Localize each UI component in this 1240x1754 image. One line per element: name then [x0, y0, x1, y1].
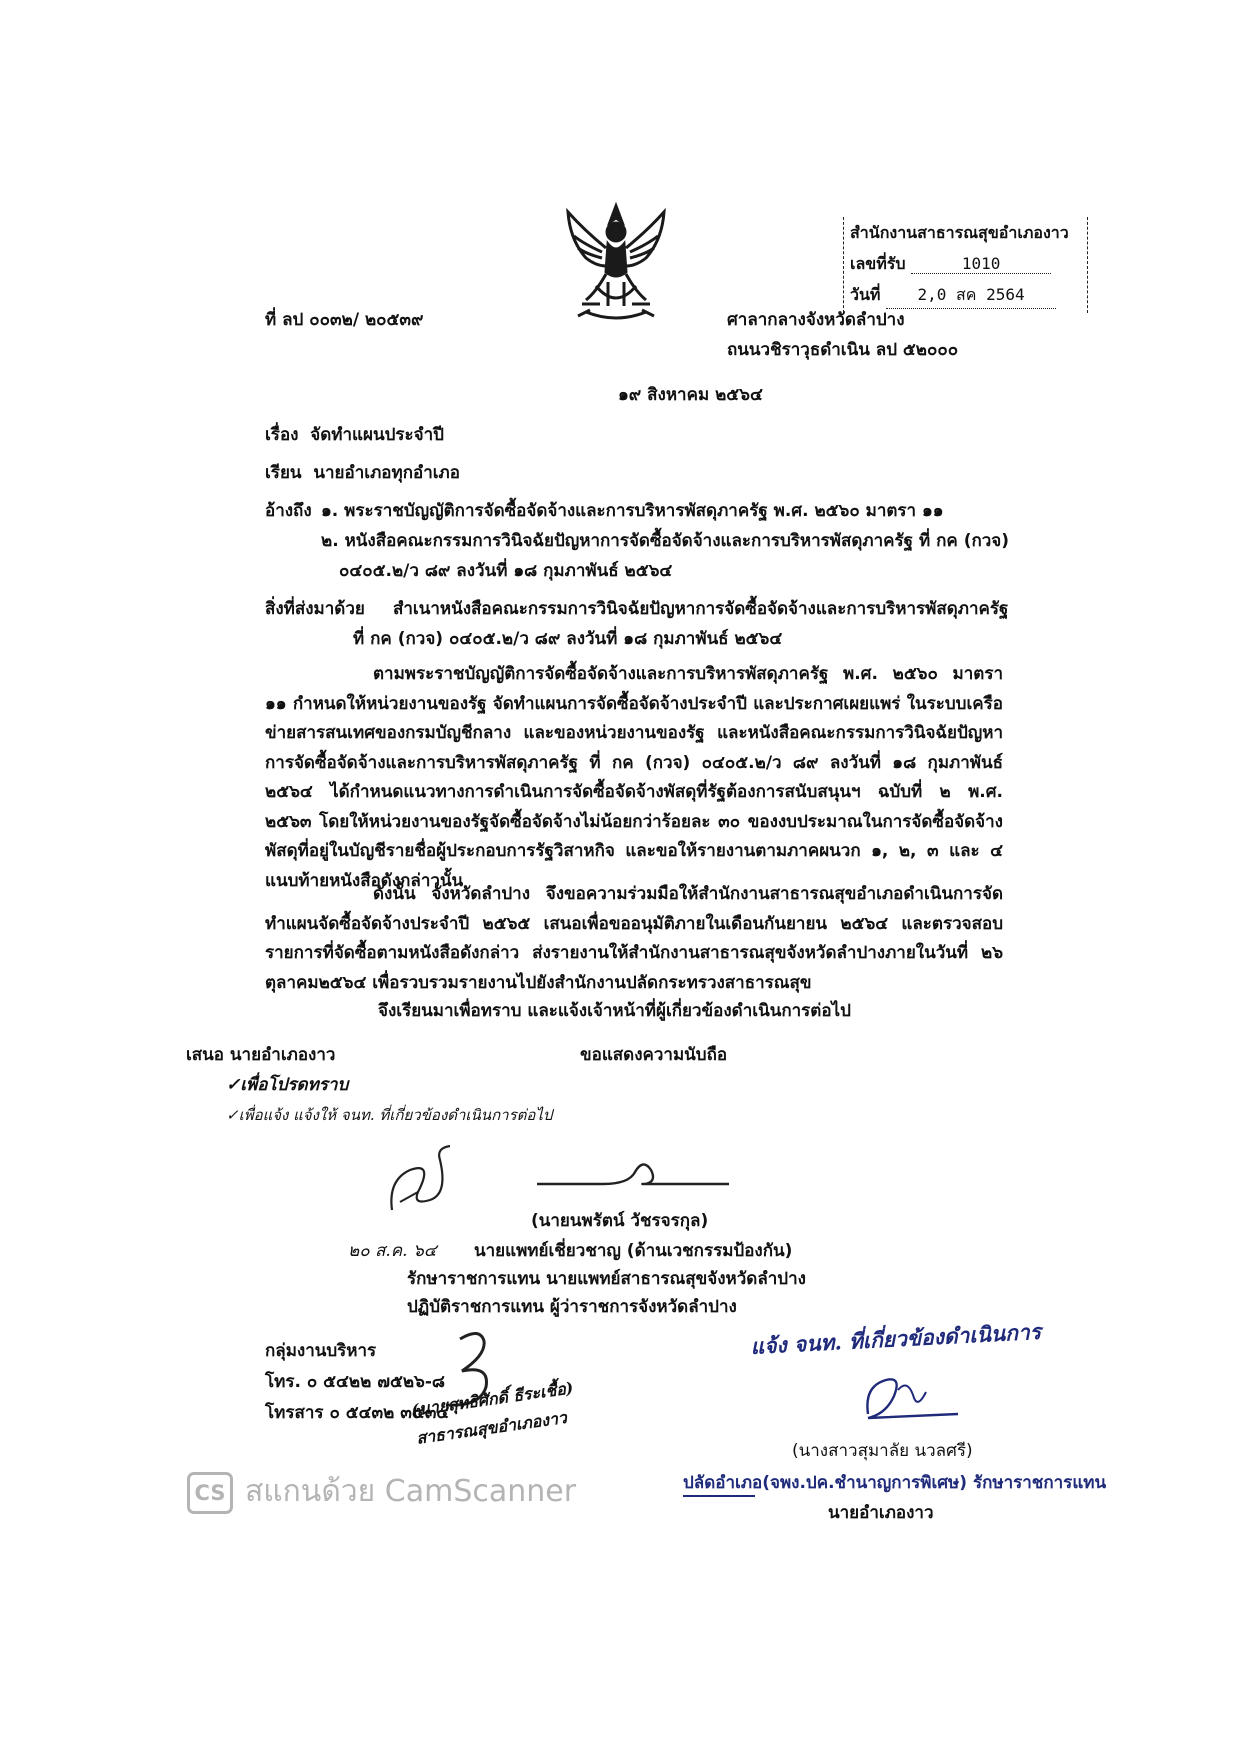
reference-2b: ๐๔๐๕.๒/ว ๘๙ ลงวันที่ ๑๘ กุมภาพันธ์ ๒๕๖๔ — [339, 561, 673, 581]
sender-address-line1: ศาลากลางจังหวัดลำปาง — [727, 310, 905, 330]
signer-name: (นายนพรัตน์ วัชรจรกุล) — [531, 1211, 709, 1231]
margin-note-item1: ✓เพื่อโปรดทราบ — [226, 1075, 349, 1095]
enclosure-a: สำเนาหนังสือคณะกรรมการวินิจฉัยปัญหาการจัดซื้อจัดจ้างและการบริหารพัสดุภาครัฐ — [393, 599, 1009, 619]
stamp-office: สำนักงานสาธารณสุขอำเภองาว — [850, 223, 1069, 242]
title-underline — [683, 1495, 755, 1497]
district-handwritten-note: แจ้ง จนท. ที่เกี่ยวข้องดำเนินการ — [749, 1318, 1042, 1359]
stamp-date-label: วันที่ — [850, 285, 881, 304]
stamp-recv-label: เลขที่รับ — [850, 254, 906, 273]
reference-label: อ้างถึง — [265, 501, 312, 521]
margin-note-to: เสนอ นายอำเภองาว — [186, 1045, 336, 1065]
body-paragraph-3: จึงเรียนมาเพื่อทราบ และแจ้งเจ้าหน้าที่ผู้เกี่ยวข้องดำเนินการต่อไป — [378, 1001, 851, 1021]
contact-department: กลุ่มงานบริหาร — [265, 1341, 377, 1361]
district-officer-title-2: นายอำเภองาว — [828, 1503, 934, 1523]
district-officer-name: (นางสาวสุมาลัย นวลศรี) — [792, 1441, 973, 1461]
camscanner-logo-icon: CS — [187, 1472, 233, 1514]
handwritten-initials-signature-icon — [380, 1140, 460, 1220]
margin-note-item2: ✓เพื่อแจ้ง แจ้งให้ จนท. ที่เกี่ยวข้องดำเนินการต่อไป — [226, 1106, 553, 1124]
district-health-officer-title: สาธารณสุขอำเภองาว — [415, 1407, 568, 1448]
addressee-row — [265, 462, 460, 484]
enclosure-b: ที่ กค (กวจ) ๐๔๐๕.๒/ว ๘๙ ลงวันที่ ๑๘ กุมภาพันธ์ ๒๕๖๔ — [353, 629, 783, 649]
camscanner-watermark — [187, 1468, 576, 1515]
receipt-stamp — [843, 217, 1088, 313]
contact-fax: โทรสาร ๐ ๕๔๓๒ ๓๕๓๔ — [265, 1403, 450, 1423]
stamp-date-value: 2,0 สค 2564 — [886, 283, 1056, 309]
camscanner-text: สแกนด้วย CamScanner — [245, 1474, 577, 1509]
handwritten-date: ๒๐ ส.ค. ๖๔ — [348, 1241, 437, 1261]
reference-2a: ๒. หนังสือคณะกรรมการวินิจฉัยปัญหาการจัดซื้อจัดจ้างและการบริหารพัสดุภาครัฐ ที่ กค (กวจ) — [321, 531, 1010, 551]
subject-label: เรื่อง — [265, 425, 299, 445]
garuda-emblem-icon — [556, 200, 676, 330]
doc-date: ๑๙ สิงหาคม ๒๕๖๔ — [618, 385, 763, 405]
official-signature-icon — [533, 1148, 733, 1198]
contact-telephone: โทร. ๐ ๕๔๒๒ ๗๕๒๖-๘ — [265, 1372, 446, 1392]
signer-position-2: รักษาราชการแทน นายแพทย์สาธารณสุขจังหวัดลำปาง — [407, 1269, 806, 1289]
body-paragraph-2 — [265, 880, 1003, 998]
subject-row — [265, 424, 444, 446]
body-paragraph-1 — [265, 660, 1003, 896]
district-health-officer-name: (นายสุทธิศักดิ์ ธีระเชื้อ) — [410, 1378, 575, 1420]
signer-position-3: ปฏิบัติราชการแทน ผู้ว่าราชการจังหวัดลำปาง — [407, 1297, 737, 1317]
sender-address-line2: ถนนวชิราวุธดำเนิน ลป ๕๒๐๐๐ — [727, 340, 959, 360]
district-officer-title-1: ปลัดอำเภอ(จพง.ปค.ชำนาญการพิเศษ) รักษาราชการแทน — [683, 1473, 1107, 1493]
addressee-text: นายอำเภอทุกอำเภอ — [313, 463, 460, 483]
stamp-receipt-number-row — [850, 252, 1051, 277]
reference-1: ๑. พระราชบัญญัติการจัดซื้อจัดจ้างและการบริหารพัสดุภาครัฐ พ.ศ. ๒๕๖๐ มาตรา ๑๑ — [321, 501, 944, 521]
stamp-recv-no: 1010 — [911, 254, 1051, 274]
subject-text: จัดทำแผนประจำปี — [310, 425, 444, 445]
district-official-signature-icon — [838, 1368, 978, 1432]
doc-number: ที่ ลป ๐๐๓๒/ ๒๐๕๓๙ — [265, 310, 424, 330]
stamp-date-row — [850, 283, 1056, 309]
closing: ขอแสดงความนับถือ — [580, 1045, 728, 1065]
signer-position-1: นายแพทย์เชี่ยวชาญ (ด้านเวชกรรมป้องกัน) — [474, 1241, 793, 1261]
body-paragraph-2-text: ดังนั้น จังหวัดลำปาง จึงขอความร่วมมือให้สำนักงานสาธารณสุขอำเภอดำเนินการจัดทำแผนจัดซื้อจัดจ้างประจำปี ๒๕๖๕ เสนอเพื่อขออนุมัติภายในเดือนกันยายน ๒๕๖๔ และตรวจสอบรายการที่จัดซื้อตามหนังสือดังกล่าว ส่งรายงานให้สำนักงานสาธารณสุขจังหวัดลำปางภายในวันที่ ๒๖ ตุลาคม๒๕๖๔ เพื่อรวบรวมรายงานไปยังสำนักงานปลัดกระทรวงสาธารณสุข — [265, 884, 1003, 993]
body-paragraph-1-text: ตามพระราชบัญญัติการจัดซื้อจัดจ้างและการบริหารพัสดุภาครัฐ พ.ศ. ๒๕๖๐ มาตรา ๑๑ กำหนดให้หน่วยงานของรัฐ จัดทำแผนการจัดซื้อจัดจ้างประจำปี และประกาศเผยแพร่ ในระบบเครือข่ายสารสนเทศของกรมบัญชีกลาง และของหน่วยงานของรัฐ และหนังสือคณะกรรมการวินิจฉัยปัญหาการจัดซื้อจัดจ้างและการบริหารพัสดุภาครัฐ ที่ กค (กวจ) ๐๔๐๕.๒/ว ๘๙ ลงวันที่ ๑๘ กุมภาพันธ์ ๒๕๖๔ ได้กำหนดแนวทางการดำเนินการจัดซื้อจัดจ้างพัสดุที่รัฐต้องการสนับสนุนฯ ฉบับที่ ๒ พ.ศ. ๒๕๖๓ โดยให้หน่วยงานของรัฐจัดซื้อจัดจ้างไม่น้อยกว่าร้อยละ ๓๐ ของงบประมาณในการจัดซื้อจัดจ้างพัสดุที่อยู่ในบัญชีรายชื่อผู้ประกอบการรัฐวิสาหกิจ และขอให้รายงานตามภาคผนวก ๑, ๒, ๓ และ ๔ แนบท้ายหนังสือดังกล่าวนั้น — [265, 664, 1003, 891]
enclosure-label: สิ่งที่ส่งมาด้วย — [265, 599, 365, 619]
addressee-label: เรียน — [265, 463, 302, 483]
